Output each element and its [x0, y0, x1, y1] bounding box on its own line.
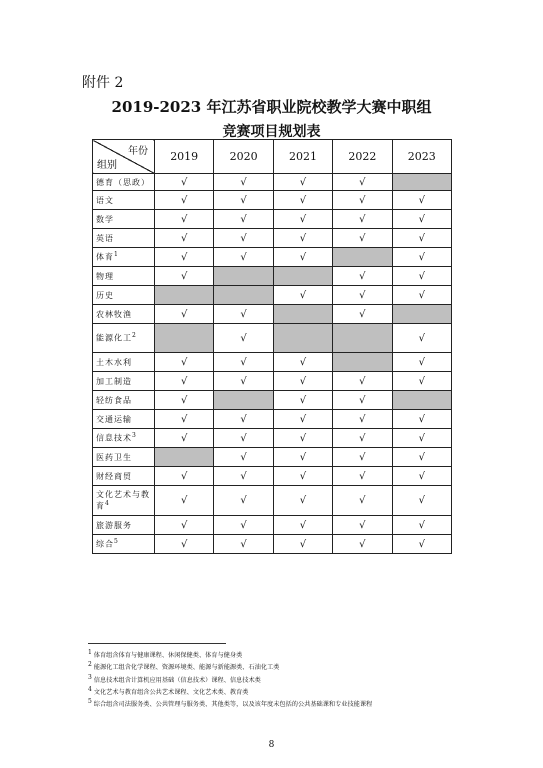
check-cell: √ — [333, 210, 392, 229]
check-cell: √ — [392, 372, 451, 391]
footnote-marker: 2 — [132, 332, 137, 340]
group-cell — [93, 267, 155, 286]
check-cell: √ — [155, 486, 214, 516]
check-cell: √ — [273, 210, 332, 229]
group-label: 能源化工 — [96, 333, 132, 343]
check-cell: √ — [392, 353, 451, 372]
shaded-empty-cell — [155, 286, 214, 305]
table-row — [93, 448, 452, 467]
check-cell: √ — [214, 448, 273, 467]
group-label: 旅游服务 — [96, 520, 132, 530]
check-cell: √ — [214, 305, 273, 324]
check-cell: √ — [214, 229, 273, 248]
check-cell: √ — [333, 410, 392, 429]
check-cell: √ — [392, 267, 451, 286]
group-cell — [93, 353, 155, 372]
check-cell: √ — [392, 410, 451, 429]
shaded-empty-cell — [392, 305, 451, 324]
check-cell: √ — [214, 191, 273, 210]
footnote-text: 综合组含司法服务类、公共管理与服务类、其他类等，以及该年度未包括的公共基础课和专业技能课程 — [93, 701, 373, 709]
check-cell: √ — [214, 467, 273, 486]
table-row — [93, 535, 452, 554]
shaded-empty-cell — [273, 305, 332, 324]
check-cell: √ — [392, 191, 451, 210]
check-cell: √ — [214, 210, 273, 229]
footnote-number: 4 — [88, 686, 92, 694]
page-number: 8 — [268, 740, 275, 750]
check-cell: √ — [155, 267, 214, 286]
check-cell: √ — [392, 210, 451, 229]
shaded-empty-cell — [214, 267, 273, 286]
check-cell: √ — [333, 267, 392, 286]
check-cell: √ — [155, 305, 214, 324]
group-label: 综合 — [96, 539, 114, 549]
table-row — [93, 174, 452, 191]
group-cell — [93, 191, 155, 210]
table-row — [93, 267, 452, 286]
group-cell — [93, 410, 155, 429]
group-label: 德育（思政） — [96, 177, 150, 187]
footnote-marker: 5 — [114, 538, 119, 546]
footnote-number: 5 — [88, 698, 92, 706]
check-cell: √ — [333, 467, 392, 486]
shaded-empty-cell — [392, 174, 451, 191]
document-subtitle: 竞赛项目规划表 — [222, 124, 321, 140]
group-label: 文化艺术与教育 — [96, 490, 150, 511]
year-header-2020: 2020 — [214, 140, 273, 174]
group-cell — [93, 305, 155, 324]
check-cell: √ — [155, 391, 214, 410]
check-cell: √ — [392, 248, 451, 267]
check-cell: √ — [333, 486, 392, 516]
group-label: 交通运输 — [96, 414, 132, 424]
check-cell: √ — [214, 324, 273, 353]
shaded-empty-cell — [273, 324, 332, 353]
corner-year-label: 年份 — [128, 146, 148, 157]
footnote-text: 体育组含体育与健康课程、休闲保健类、体育与健身类 — [93, 652, 243, 660]
check-cell: √ — [392, 229, 451, 248]
footnote-item — [88, 673, 508, 685]
check-cell: √ — [273, 410, 332, 429]
footnote-text: 能源化工组含化学课程、资源环境类、能源与新能源类、石油化工类 — [93, 664, 280, 672]
table-row — [93, 410, 452, 429]
check-cell: √ — [273, 353, 332, 372]
footnotes — [88, 648, 508, 710]
check-cell: √ — [392, 448, 451, 467]
group-cell — [93, 324, 155, 353]
check-cell: √ — [155, 229, 214, 248]
check-cell: √ — [155, 410, 214, 429]
table-row — [93, 353, 452, 372]
group-label: 农林牧渔 — [96, 309, 132, 319]
corner-header-cell — [93, 140, 155, 174]
group-label: 信息技术 — [96, 433, 132, 443]
check-cell: √ — [155, 535, 214, 554]
check-cell: √ — [155, 353, 214, 372]
group-cell — [93, 391, 155, 410]
year-header-2021: 2021 — [273, 140, 332, 174]
check-cell: √ — [273, 229, 332, 248]
year-header-2019: 2019 — [155, 140, 214, 174]
group-cell — [93, 516, 155, 535]
table-row — [93, 210, 452, 229]
footnote-number: 2 — [88, 661, 92, 669]
check-cell: √ — [155, 429, 214, 448]
check-cell: √ — [333, 516, 392, 535]
table-row — [93, 391, 452, 410]
table-header-row — [93, 140, 452, 174]
footnote-marker: 3 — [132, 432, 137, 440]
group-cell — [93, 535, 155, 554]
group-cell — [93, 372, 155, 391]
check-cell: √ — [273, 516, 332, 535]
group-label: 数学 — [96, 214, 114, 224]
check-cell: √ — [214, 535, 273, 554]
check-cell: √ — [155, 516, 214, 535]
check-cell: √ — [273, 372, 332, 391]
footnote-number: 1 — [88, 649, 92, 656]
shaded-empty-cell — [333, 248, 392, 267]
check-cell: √ — [273, 467, 332, 486]
check-cell: √ — [214, 372, 273, 391]
footnote-rule — [88, 643, 226, 644]
table-row — [93, 429, 452, 448]
group-cell — [93, 174, 155, 191]
check-cell: √ — [155, 191, 214, 210]
footnote-item — [88, 685, 508, 697]
group-label: 医药卫生 — [96, 452, 132, 462]
table-row — [93, 516, 452, 535]
footnote-text: 信息技术组含计算机应用基础（信息技术）课程、信息技术类 — [93, 676, 261, 684]
group-label: 历史 — [96, 290, 114, 300]
check-cell: √ — [214, 248, 273, 267]
footnote-item — [88, 697, 508, 709]
footnote-item — [88, 648, 508, 660]
shaded-empty-cell — [155, 448, 214, 467]
group-cell — [93, 286, 155, 305]
shaded-empty-cell — [333, 324, 392, 353]
year-header-2022: 2022 — [333, 140, 392, 174]
group-label: 英语 — [96, 233, 114, 243]
check-cell: √ — [333, 391, 392, 410]
check-cell: √ — [333, 429, 392, 448]
group-label: 物理 — [96, 271, 114, 281]
group-cell — [93, 486, 155, 516]
check-cell: √ — [155, 210, 214, 229]
shaded-empty-cell — [273, 267, 332, 286]
check-cell: √ — [155, 467, 214, 486]
check-cell: √ — [273, 535, 332, 554]
year-header-2023: 2023 — [392, 140, 451, 174]
document-title: 2019-2023 年江苏省职业院校教学大赛中职组 — [111, 98, 432, 116]
footnote-marker: 1 — [114, 251, 119, 259]
shaded-empty-cell — [333, 353, 392, 372]
check-cell: √ — [155, 372, 214, 391]
shaded-empty-cell — [214, 286, 273, 305]
table-row — [93, 324, 452, 353]
check-cell: √ — [392, 535, 451, 554]
check-cell: √ — [214, 353, 273, 372]
group-label: 土木水利 — [96, 357, 132, 367]
corner-group-label: 组别 — [97, 160, 117, 171]
check-cell: √ — [333, 372, 392, 391]
group-label: 体育 — [96, 252, 114, 262]
check-cell: √ — [392, 324, 451, 353]
check-cell: √ — [333, 229, 392, 248]
check-cell: √ — [273, 174, 332, 191]
check-cell: √ — [214, 174, 273, 191]
table-row — [93, 286, 452, 305]
check-cell: √ — [273, 391, 332, 410]
check-cell: √ — [273, 191, 332, 210]
check-cell: √ — [155, 174, 214, 191]
table-row — [93, 372, 452, 391]
competition-plan-table — [92, 139, 452, 554]
group-cell — [93, 248, 155, 267]
footnote-number: 3 — [88, 673, 92, 681]
footnote-text: 文化艺术与教育组含公共艺术课程、文化艺术类、教育类 — [93, 689, 249, 697]
check-cell: √ — [333, 191, 392, 210]
table-row — [93, 248, 452, 267]
group-cell — [93, 210, 155, 229]
group-label: 语文 — [96, 195, 114, 205]
shaded-empty-cell — [155, 324, 214, 353]
table-row — [93, 467, 452, 486]
check-cell: √ — [392, 467, 451, 486]
footnote-item — [88, 660, 508, 672]
check-cell: √ — [214, 486, 273, 516]
footnote-marker: 4 — [105, 500, 110, 508]
shaded-empty-cell — [214, 391, 273, 410]
table-row — [93, 229, 452, 248]
table-row — [93, 486, 452, 516]
group-label: 轻纺食品 — [96, 395, 132, 405]
group-label: 财经商贸 — [96, 471, 132, 481]
check-cell: √ — [214, 410, 273, 429]
check-cell: √ — [273, 286, 332, 305]
check-cell: √ — [392, 516, 451, 535]
check-cell: √ — [333, 535, 392, 554]
check-cell: √ — [333, 305, 392, 324]
check-cell: √ — [273, 429, 332, 448]
check-cell: √ — [214, 429, 273, 448]
check-cell: √ — [333, 448, 392, 467]
shaded-empty-cell — [392, 391, 451, 410]
check-cell: √ — [214, 516, 273, 535]
group-cell — [93, 448, 155, 467]
table-body — [93, 174, 452, 554]
attachment-label: 附件 2 — [82, 75, 124, 91]
group-label: 加工制造 — [96, 376, 132, 386]
check-cell: √ — [392, 486, 451, 516]
table-row — [93, 305, 452, 324]
check-cell: √ — [333, 174, 392, 191]
check-cell: √ — [392, 429, 451, 448]
table-row — [93, 191, 452, 210]
group-cell — [93, 467, 155, 486]
group-cell — [93, 229, 155, 248]
group-cell — [93, 429, 155, 448]
check-cell: √ — [273, 248, 332, 267]
check-cell: √ — [155, 248, 214, 267]
check-cell: √ — [273, 486, 332, 516]
check-cell: √ — [333, 286, 392, 305]
check-cell: √ — [392, 286, 451, 305]
check-cell: √ — [273, 448, 332, 467]
